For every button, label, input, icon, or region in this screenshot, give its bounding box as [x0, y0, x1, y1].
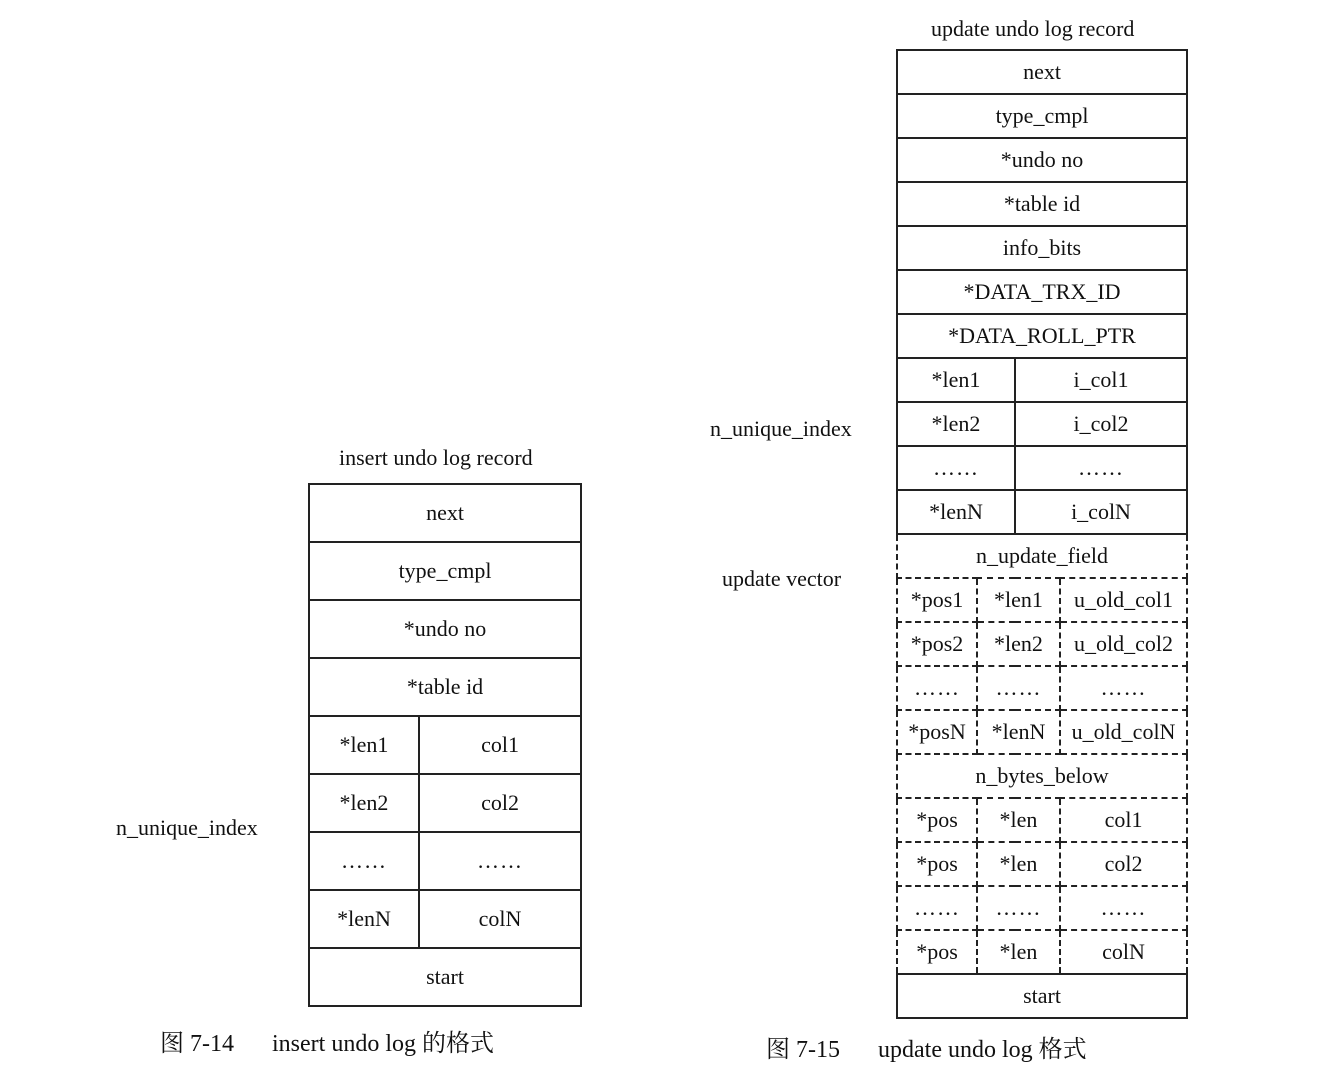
- update-unique-col-cell: i_col1: [1015, 358, 1187, 402]
- insert-row-table-id: *table id: [309, 658, 581, 716]
- update-vector-len-cell: *len1: [977, 578, 1060, 622]
- update-below-len-cell: *len: [977, 798, 1060, 842]
- update-row-table-id: *table id: [897, 182, 1187, 226]
- update-row-n-update-field: n_update_field: [897, 534, 1187, 578]
- update-below-pos-cell: *pos: [897, 798, 977, 842]
- update-below-pos-cell: *pos: [897, 930, 977, 974]
- update-vector-col-cell: u_old_col1: [1060, 578, 1187, 622]
- insert-col-cell: colN: [419, 890, 581, 948]
- insert-len-cell: *len2: [309, 774, 419, 832]
- update-row-undo-no: *undo no: [897, 138, 1187, 182]
- update-undo-log-record-table: [896, 49, 1188, 1019]
- update-vector-pos-cell: *posN: [897, 710, 977, 754]
- insert-caption-text: insert undo log 的格式: [272, 1031, 494, 1057]
- update-unique-len-cell: *len2: [897, 402, 1015, 446]
- update-unique-len-ellipsis-cell: ……: [897, 446, 1015, 490]
- update-caption-number: 图 7-15: [766, 1037, 840, 1063]
- update-below-col-ellipsis-cell: ……: [1060, 886, 1187, 930]
- update-row-type-cmpl: type_cmpl: [897, 94, 1187, 138]
- insert-len-cell: *lenN: [309, 890, 419, 948]
- update-below-pos-cell: *pos: [897, 842, 977, 886]
- insert-row-next: next: [309, 484, 581, 542]
- update-vector-col-cell: u_old_col2: [1060, 622, 1187, 666]
- update-row-data-roll-ptr: *DATA_ROLL_PTR: [897, 314, 1187, 358]
- update-unique-col-cell: i_col2: [1015, 402, 1187, 446]
- insert-col-cell: col1: [419, 716, 581, 774]
- insert-col-cell: col2: [419, 774, 581, 832]
- insert-len-cell: *len1: [309, 716, 419, 774]
- update-below-len-cell: *len: [977, 930, 1060, 974]
- update-below-col-cell: colN: [1060, 930, 1187, 974]
- update-n-unique-index-label: n_unique_index: [710, 416, 852, 441]
- insert-row-undo-no: *undo no: [309, 600, 581, 658]
- update-unique-len-cell: *len1: [897, 358, 1015, 402]
- insert-caption-number: 图 7-14: [160, 1031, 234, 1057]
- update-row-next: next: [897, 50, 1187, 94]
- update-below-pos-ellipsis-cell: ……: [897, 886, 977, 930]
- update-vector-col-cell: u_old_colN: [1060, 710, 1187, 754]
- update-vector-pos-ellipsis-cell: ……: [897, 666, 977, 710]
- update-row-n-bytes-below: n_bytes_below: [897, 754, 1187, 798]
- update-vector-len-cell: *len2: [977, 622, 1060, 666]
- insert-undo-log-record-table: [308, 483, 582, 1007]
- update-row-info-bits: info_bits: [897, 226, 1187, 270]
- insert-col-ellipsis-cell: ……: [419, 832, 581, 890]
- update-below-col-cell: col2: [1060, 842, 1187, 886]
- insert-row-start: start: [309, 948, 581, 1006]
- update-vector-col-ellipsis-cell: ……: [1060, 666, 1187, 710]
- update-vector-pos-cell: *pos1: [897, 578, 977, 622]
- update-vector-len-ellipsis-cell: ……: [977, 666, 1060, 710]
- update-caption: [766, 1038, 1087, 1062]
- update-below-len-cell: *len: [977, 842, 1060, 886]
- update-row-start: start: [897, 974, 1187, 1018]
- insert-n-unique-index-label: n_unique_index: [116, 815, 258, 840]
- update-diagram-title: update undo log record: [931, 16, 1135, 41]
- update-unique-len-cell: *lenN: [897, 490, 1015, 534]
- insert-len-ellipsis-cell: ……: [309, 832, 419, 890]
- update-unique-col-cell: i_colN: [1015, 490, 1187, 534]
- update-unique-col-ellipsis-cell: ……: [1015, 446, 1187, 490]
- insert-row-type-cmpl: type_cmpl: [309, 542, 581, 600]
- insert-diagram-title: insert undo log record: [339, 445, 533, 470]
- update-vector-pos-cell: *pos2: [897, 622, 977, 666]
- insert-caption: [160, 1032, 494, 1056]
- update-below-col-cell: col1: [1060, 798, 1187, 842]
- update-vector-len-cell: *lenN: [977, 710, 1060, 754]
- update-caption-text: update undo log 格式: [878, 1037, 1087, 1063]
- update-row-data-trx-id: *DATA_TRX_ID: [897, 270, 1187, 314]
- update-below-len-ellipsis-cell: ……: [977, 886, 1060, 930]
- update-vector-label: update vector: [722, 566, 842, 591]
